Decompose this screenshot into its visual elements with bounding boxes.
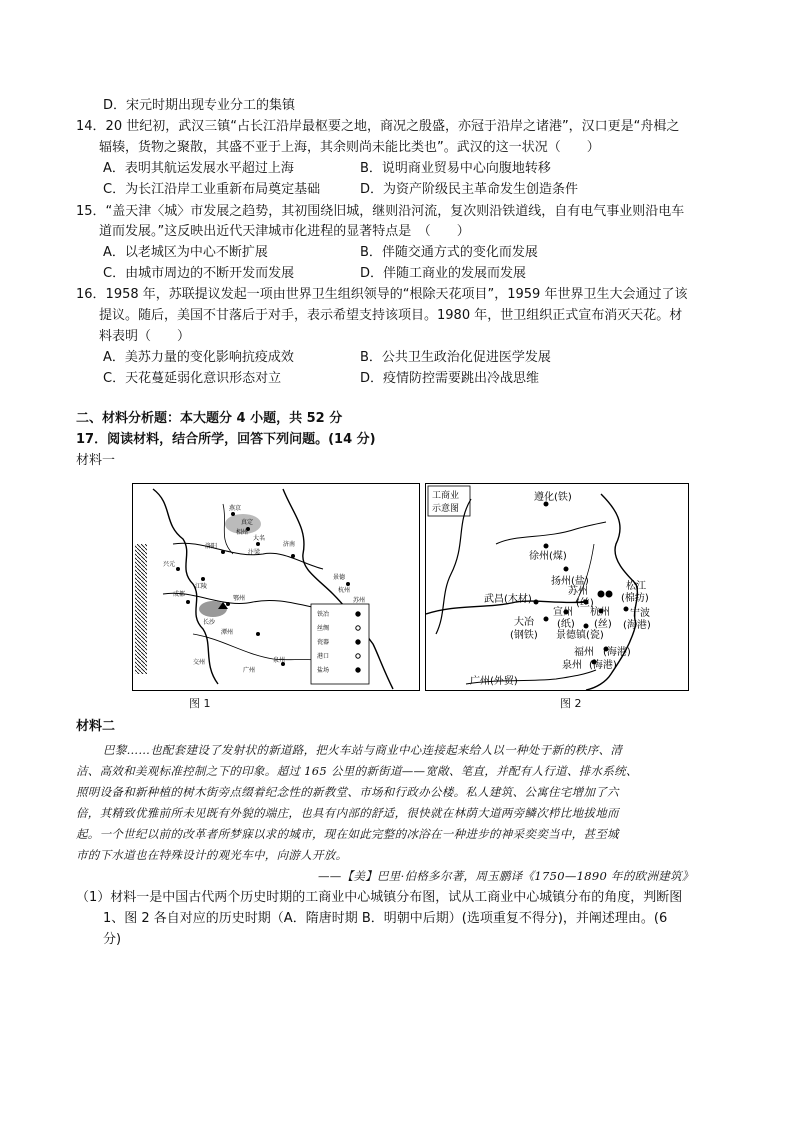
figure-1-svg — [133, 484, 419, 690]
material2-line: 起。一个世纪以前的改革者所梦寐以求的城市，现在如此完整的冰浴在一种进步的神采奕奕当中，甚至城 — [76, 827, 619, 841]
fig2-western-border — [436, 499, 471, 634]
q16-stem-line3: 料表明（ ） — [99, 329, 191, 344]
city-jingdezhen: 景德镇(瓷) — [556, 630, 604, 641]
fig1-legend-symbol — [356, 668, 360, 672]
fig1-place-label: 相州 — [236, 529, 249, 536]
city-fuzhou: 福州 — [574, 647, 594, 658]
fig1-place-label: 真定 — [241, 519, 254, 526]
fig1-place-label: 广州 — [243, 667, 256, 674]
city-xuanzhou: 宣州 — [553, 607, 573, 618]
fig1-place-label: 大名 — [253, 535, 266, 542]
coastline-west — [153, 489, 218, 684]
city-guangzhou: 广州(外贸) — [470, 676, 518, 687]
city-yangzhou: 扬州(盐) — [551, 576, 589, 587]
city-daye: 大冶 — [514, 617, 534, 628]
q14-option-c[interactable]: C．为长江沿岸工业重新布局奠定基础 — [103, 182, 321, 197]
fig1-place-label: 苏州 — [353, 597, 366, 604]
material2-line: 市的下水道也在特殊设计的观光车中，向游人开放。 — [76, 848, 348, 862]
material2-line: 倍，其精致优雅前所未见既有外貌的端庄，也具有内部的舒适，很快就在林荫大道两旁鳞次栉比地拔地而 — [76, 806, 619, 820]
q15-option-c[interactable]: C．由城市周边的不断开发而发展 — [103, 266, 295, 281]
fig1-place-label: 潭州 — [221, 629, 234, 636]
city-quanzhou: 泉州 — [562, 660, 582, 671]
section2-heading: 二、材料分析题：本大题分 4 小题，共 52 分 — [76, 411, 343, 426]
yellow-river — [173, 543, 323, 569]
q14-option-a[interactable]: A．表明其航运发展水平超过上海 — [103, 161, 294, 176]
city-suzhou-silk: (丝) — [576, 598, 594, 609]
material2-label: 材料二 — [76, 719, 116, 734]
fig1-place-label: 江陵 — [195, 583, 208, 590]
fig1-place-label: 汴梁 — [248, 549, 261, 556]
fig1-legend-label: 港口 — [317, 653, 330, 660]
hatched-region — [135, 544, 147, 674]
figure-1-caption: 图 1 — [189, 697, 211, 710]
fig1-legend-label: 铁冶 — [317, 611, 330, 618]
material2-line: 照明设备和新种植的树木街旁点缀着纪念性的新教堂、市场和行政办公楼。私人建筑、公寓住宅增加了六 — [76, 785, 619, 799]
city-xuanzhou-paper: (纸) — [557, 619, 575, 630]
fig1-legend-symbol — [356, 612, 360, 616]
q16-option-c[interactable]: C．天花蔓延弱化意识形态对立 — [103, 371, 282, 386]
fig1-place-label: 兴元 — [163, 561, 176, 568]
city-hangzhou-silk: (丝) — [594, 619, 612, 630]
fig1-legend-symbol — [356, 640, 360, 644]
q15-stem-line2: 道而发展。”这反映出近代天津城市化进程的显著特点是 （ ） — [99, 224, 470, 239]
city-xuzhou: 徐州(煤) — [529, 551, 567, 562]
fig1-legend-symbol — [356, 654, 360, 658]
q14-stem-line2: 辐辏，货物之聚散，其盛不亚于上海，其余则尚未能比类也”。武汉的这一状况（ ） — [99, 140, 600, 155]
q15-stem-line1: 15．“盖天津〈城〉市发展之趋势，其初围绕旧城，继则沿河流，复次则沿铁道线，自有电气事业则沿电车 — [76, 204, 685, 219]
fig1-place-label: 长沙 — [203, 619, 216, 626]
fig1-place-label: 交州 — [193, 659, 206, 666]
fig1-legend-symbol — [356, 626, 360, 630]
fig1-place-label: 泉州 — [273, 657, 286, 664]
fig1-place-label: 洛阳 — [205, 543, 218, 550]
q16-option-b[interactable]: B．公共卫生政治化促进医学发展 — [360, 350, 551, 365]
figure-2-caption: 图 2 — [560, 697, 582, 710]
fig1-legend-label: 瓷器 — [317, 639, 330, 646]
city-fuzhou-port: (海港) — [603, 647, 631, 658]
city-songjiang-cotton: (棉纺) — [621, 593, 649, 604]
fig2-title-line2: 示意图 — [432, 504, 460, 514]
q16-option-a[interactable]: A．美苏力量的变化影响抗疫成效 — [103, 350, 294, 365]
material1-label: 材料一 — [76, 453, 116, 468]
city-suzhou: 苏州 — [568, 586, 588, 597]
q13-option-d: D．宋元时期出现专业分工的集镇 — [103, 98, 296, 113]
q16-stem-line2: 提议。随后，美国不甘落后于对手，表示希望支持该项目。1980 年，世卫组织正式宣布消灭天花。材 — [99, 308, 683, 323]
material2-line: 巴黎……也配套建设了发射状的新道路，把火车站与商业中心连接起来给人以一种处于新的秩序、清 — [103, 743, 623, 757]
figure-2-svg — [426, 484, 688, 690]
fig1-place-label: 景德 — [333, 574, 346, 581]
q15-option-d[interactable]: D．伴随工商业的发展而发展 — [360, 266, 527, 281]
city-ningbo: 宁波 — [630, 608, 650, 619]
city-wuchang: 武昌(木材) — [484, 594, 532, 605]
q14-stem-line1: 14．20 世纪初，武汉三镇“占长江沿岸最枢要之地，商况之殷盛，亦冠于沿岸之诸港”，汉口更是“舟楫之 — [76, 119, 680, 134]
fig1-legend-label: 盐场 — [317, 667, 330, 674]
fig1-place-label: 成都 — [173, 591, 186, 598]
fig1-place-label: 鄂州 — [233, 595, 246, 602]
q16-option-d[interactable]: D．疫情防控需要跳出冷战思维 — [360, 371, 540, 386]
fig1-place-label: 济南 — [283, 541, 296, 548]
material2-source: ——【美】巴里·伯格多尔著，周玉鹏译《1750—1890 年的欧洲建筑》 — [318, 869, 694, 883]
q15-option-b[interactable]: B．伴随交通方式的变化而发展 — [360, 245, 538, 260]
q17-1-line1: （1）材料一是中国古代两个历史时期的工商业中心城镇分布图，试从工商业中心城镇分布的角度，判断图 — [76, 890, 683, 905]
city-songjiang: 松江 — [626, 581, 646, 592]
fig1-place-label: 燕京 — [229, 505, 242, 512]
q15-option-a[interactable]: A．以老城区为中心不断扩展 — [103, 245, 268, 260]
q17-1-line2: 1、图 2 各自对应的历史时期（A．隋唐时期 B．明朝中后期）(选项重复不得分)，并阐述理由。(6 — [103, 911, 668, 926]
city-zunhua: 遵化(铁) — [534, 492, 572, 503]
fig2-canal — [496, 522, 606, 544]
city-quanzhou-port: (海港) — [589, 660, 617, 671]
city-daye-steel: (钢铁) — [510, 630, 538, 641]
q14-option-d[interactable]: D．为资产阶级民主革命发生创造条件 — [360, 182, 579, 197]
material2-line: 洁、高效和美观标准控制之下的印象。超过 165 公里的新街道——宽敞、笔直，并配有人行道、排水系统、 — [76, 764, 638, 778]
q14-option-b[interactable]: B．说明商业贸易中心向腹地转移 — [360, 161, 551, 176]
q16-stem-line1: 16．1958 年，苏联提议发起一项由世界卫生组织领导的“根除天花项目”，1959 年世界卫生大会通过了该 — [76, 287, 688, 302]
fig1-legend-label: 丝绸 — [317, 625, 330, 632]
figure-1-map — [132, 483, 420, 691]
city-hangzhou: 杭州 — [590, 607, 610, 618]
q17-1-line3: 分) — [103, 932, 122, 947]
figure-2-map — [425, 483, 689, 691]
q17-heading: 17．阅读材料，结合所学，回答下列问题。(14 分) — [76, 432, 376, 447]
fig2-title-line1: 工商业 — [432, 491, 460, 501]
fig1-place-label: 杭州 — [338, 587, 351, 594]
city-ningbo-port: (海港) — [623, 620, 651, 631]
